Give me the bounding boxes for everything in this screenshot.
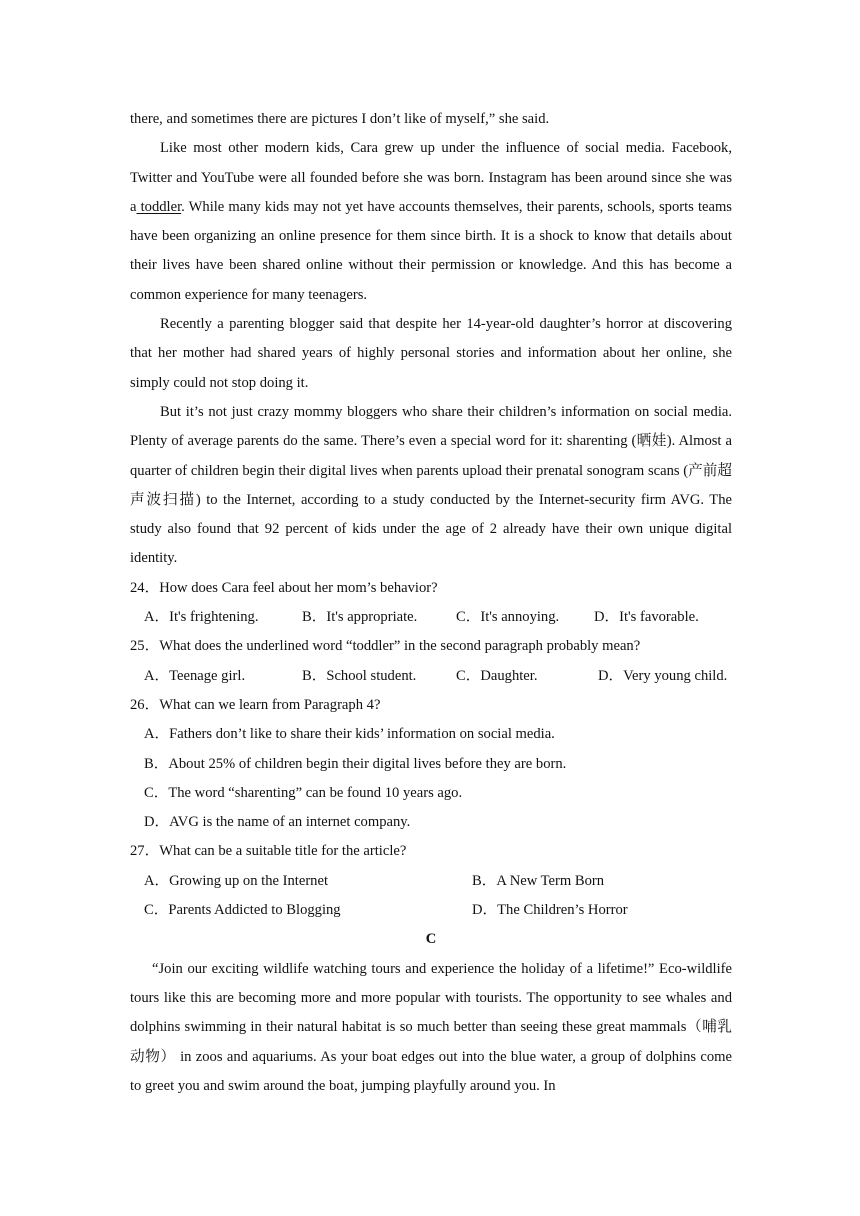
question-26: 26．What can we learn from Paragraph 4? [130,696,381,713]
question-27: 27．What can be a suitable title for the article? [130,843,407,860]
option-b[interactable]: B．A New Term Born [472,872,605,889]
paragraph-cara-end: . While many kids may not yet have accounts themselves, their parents, schools, sports teams have been organizing an online presence for them since birth. It is a shock to know that details about their lives have been shared online without their permission or knowledge. And this has become a common experience for many teenagers. [130,198,732,303]
paragraph-cara-start: Like most other modern kids, Cara grew up under the influence of social media. Facebook, Twitter and YouTube were all founded before she was born. Instagram has been around since she was a [130,140,732,215]
paragraph-cara [130,134,732,310]
question-25: 25．What does the underlined word “toddler” in the second paragraph probably mean? [130,638,641,655]
section-c-paragraph: “Join our exciting wildlife watching tours and experience the holiday of a lifetime!” Eco-wildlife tours like this are becoming more and more popular with tourists. The opportunity to see whales and dolphins swimming in their natural habitat is so much better than seeing these great mammals（哺乳动物） in zoos and aquariums. As your boat edges out into the blue water, a group of dolphins come to greet you and swim around the boat, jumping playfully around you. In [130,960,732,1094]
question-24-options [130,603,732,632]
option-c[interactable]: C．The word “sharenting” can be found 10 years ago. [144,784,463,801]
section-c-heading: C [425,931,437,948]
option-d[interactable]: D．Very young child. [598,667,728,684]
option-a[interactable]: A．Fathers don’t like to share their kids’ information on social media. [144,726,555,743]
option-b[interactable]: B．About 25% of children begin their digital lives before they are born. [144,755,567,772]
underlined-word-toddler: toddler [136,198,182,215]
option-d[interactable]: D．AVG is the name of an internet company. [144,814,411,831]
question-27-options-row-1 [130,867,732,896]
option-a[interactable]: A．It's frightening. [144,609,259,626]
option-d[interactable]: D．The Children’s Horror [472,902,628,919]
option-a[interactable]: A．Teenage girl. [144,667,246,684]
option-d[interactable]: D．It's favorable. [594,609,699,626]
paragraph-blogger: Recently a parenting blogger said that despite her 14-year-old daughter’s horror at discovering that her mother had shared years of highly personal stories and information about her online, she simply could not stop doing it. [130,316,732,391]
option-c[interactable]: C．It's annoying. [456,609,560,626]
paragraph-continuation: there, and sometimes there are pictures I don’t like of myself,” she said. [130,111,550,127]
option-c[interactable]: C．Parents Addicted to Blogging [144,902,341,919]
option-b[interactable]: B．School student. [302,667,417,684]
question-25-options [130,662,732,691]
question-27-options-row-2 [130,896,732,925]
option-b[interactable]: B．It's appropriate. [302,609,418,626]
page-content [130,105,732,1101]
question-24: 24．How does Cara feel about her mom’s behavior? [130,579,438,596]
option-c[interactable]: C．Daughter. [456,667,538,684]
paragraph-sharenting: But it’s not just crazy mommy bloggers who share their children’s information on social media. Plenty of average parents do the same. There’s even a special word for it: sharenting (晒娃). Almost a quarter of children begin their digital lives when parents upload their prenatal sonogram scans (产前超声波扫描) to the Internet, according to a study conducted by the Internet-security firm AVG. The study also found that 92 percent of kids under the age of 2 already have their own unique digital identity. [130,403,732,567]
option-a[interactable]: A．Growing up on the Internet [144,872,329,889]
